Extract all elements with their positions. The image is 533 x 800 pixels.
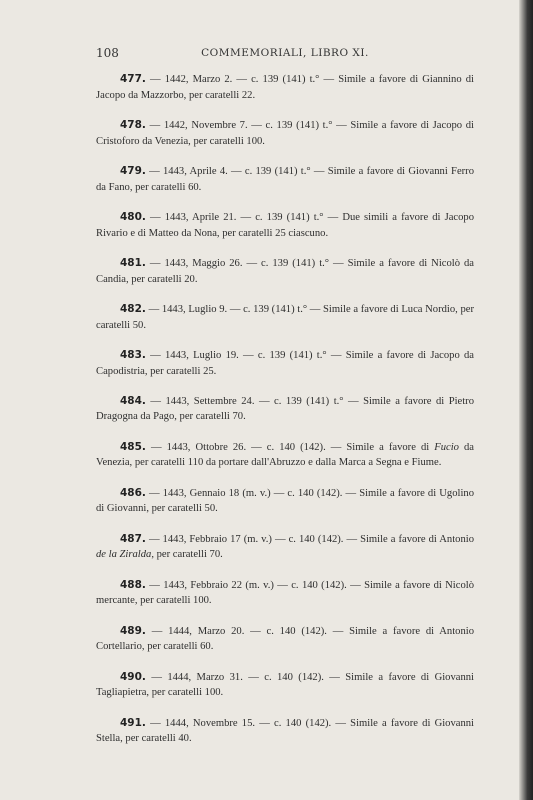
entry (96, 486, 474, 517)
entry (96, 118, 474, 149)
entry-text: — 1444, Marzo 31. — c. 140 (142). — Simile a favore di Giovanni Tagliapietra, per caratelli 100. (96, 671, 474, 699)
page-number: 108 (96, 46, 119, 60)
entry (96, 256, 474, 287)
entry-text: — 1444, Marzo 20. — c. 140 (142). — Simile a favore di Antonio Cortellario, per caratelli 60. (96, 625, 474, 653)
entry (96, 302, 474, 333)
entry (96, 624, 474, 655)
entry (96, 716, 474, 747)
running-title: COMMEMORIALI, LIBRO XI. (201, 47, 369, 59)
entry-number: 477. (120, 73, 146, 85)
entry-text-after: da Venezia, per caratelli 110 da portare dall'Abruzzo e dalla Marca a Segna e Fiume. (96, 441, 474, 469)
entry (96, 210, 474, 241)
entry (96, 578, 474, 609)
page-edge-shadow (519, 0, 533, 800)
entry-text: — 1442, Marzo 2. — c. 139 (141) t.° — Simile a favore di Giannino di Jacopo da Mazzorbo, per caratelli 22. (96, 74, 474, 101)
entry-text: — 1443, Luglio 9. — c. 139 (141) t.° — Simile a favore di Luca Nordio, per caratelli 50. (96, 303, 474, 331)
entry-number: 481. (120, 256, 146, 269)
entry-number: 482. (120, 302, 146, 315)
entry-text: — 1442, Novembre 7. — c. 139 (141) t.° — Simile a favore di Jacopo di Cristoforo da Venezia, per caratelli 100. (96, 119, 474, 147)
entry-text: — 1443, Aprile 21. — c. 139 (141) t.° — Due simili a favore di Jacopo Rivario e di Matteo da Nona, per caratelli 25 ciascuno. (96, 211, 474, 239)
entry-number: 485. (120, 440, 146, 453)
entry-number: 490. (120, 670, 146, 683)
entry-text: — 1443, Gennaio 18 (m. v.) — c. 140 (142). — Simile a favore di Ugolino di Giovanni, per caratelli 50. (96, 487, 474, 515)
entry-italic-name: de la Ziralda (96, 549, 152, 561)
entry-text: — 1443, Luglio 19. — c. 139 (141) t.° — Simile a favore di Jacopo da Capodistria, per caratelli 25. (96, 349, 474, 377)
entry-text-after: , per caratelli 70. (151, 549, 223, 561)
entry-number: 480. (120, 210, 146, 223)
entry-text-before: — 1443, Febbraio 17 (m. v.) — c. 140 (142). — Simile a favore di Antonio (145, 533, 474, 545)
entry-number: 491. (120, 716, 146, 729)
entry-number: 486. (120, 486, 146, 499)
entry (96, 670, 474, 701)
entry-text: — 1443, Aprile 4. — c. 139 (141) t.° — Simile a favore di Giovanni Ferro da Fano, per caratelli 60. (96, 165, 474, 193)
entry-text: — 1443, Settembre 24. — c. 139 (141) t.° — Simile a favore di Pietro Dragogna da Pago, per caratelli 70. (96, 395, 474, 423)
entries-list (96, 72, 474, 762)
entry (96, 72, 474, 103)
entry (96, 348, 474, 379)
entry (96, 164, 474, 195)
entry-text: — 1444, Novembre 15. — c. 140 (142). — Simile a favore di Giovanni Stella, per caratelli 40. (96, 717, 474, 745)
entry (96, 532, 474, 563)
entry (96, 440, 474, 471)
entry-text: — 1443, Maggio 26. — c. 139 (141) t.° — Simile a favore di Nicolò da Candia, per caratelli 20. (96, 257, 474, 285)
entry-number: 479. (120, 164, 146, 177)
entry-number: 487. (120, 532, 146, 545)
entry-number: 478. (120, 118, 146, 131)
entry-text: — 1443, Febbraio 22 (m. v.) — c. 140 (142). — Simile a favore di Nicolò mercante, per caratelli 100. (96, 579, 474, 607)
entry-number: 488. (120, 578, 146, 591)
entry-number: 483. (120, 348, 146, 361)
entry (96, 394, 474, 425)
entry-number: 489. (120, 624, 146, 637)
entry-text-before: — 1443, Ottobre 26. — c. 140 (142). — Simile a favore di (145, 441, 435, 453)
entry-number: 484. (120, 394, 146, 407)
entry-italic-name: Fucio (434, 441, 459, 453)
